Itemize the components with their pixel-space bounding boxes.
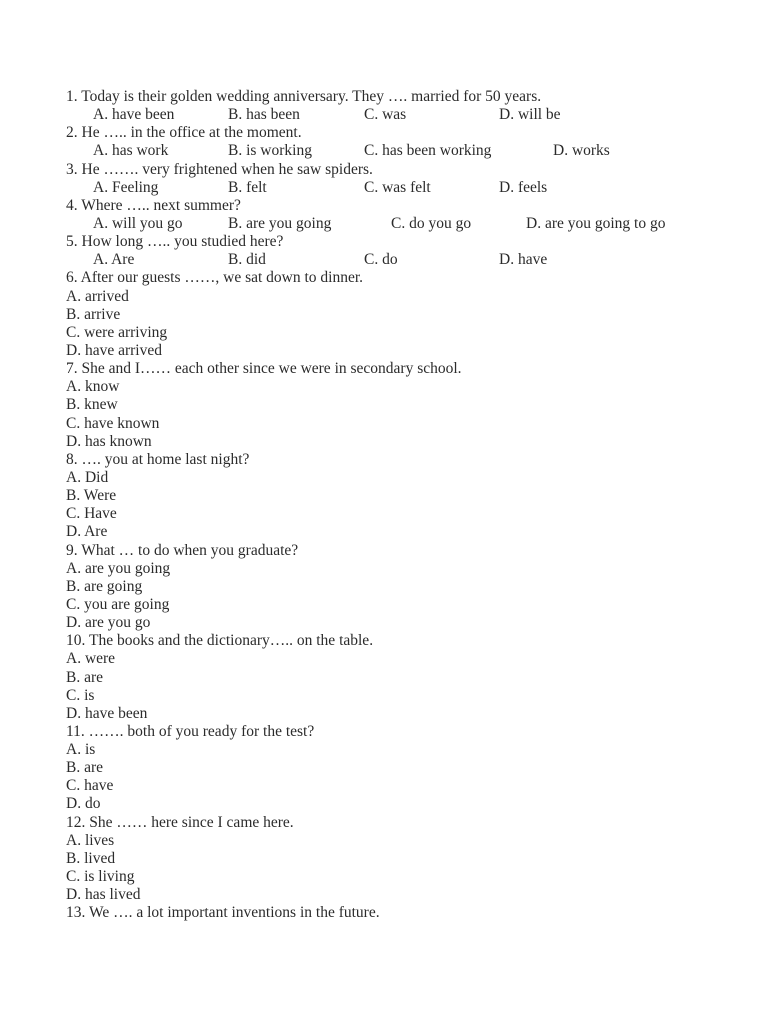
question-6: 6. After our guests ……, we sat down to dinner. — [66, 269, 364, 287]
option: A. were — [66, 650, 116, 668]
option: B. is working — [228, 142, 312, 160]
option: C. Have — [66, 505, 117, 523]
option: A. lives — [66, 831, 115, 849]
option: C. is — [66, 686, 95, 704]
option: A. are you going — [66, 559, 171, 577]
question-8: 8. …. you at home last night? — [66, 450, 250, 468]
question-1-options — [66, 106, 746, 124]
question-4: 4. Where ….. next summer? — [66, 196, 241, 214]
option: A. have been — [93, 106, 175, 124]
option: A. Did — [66, 468, 109, 486]
question-3: 3. He ……. very frightened when he saw spiders. — [66, 160, 373, 178]
option: A. Feeling — [93, 178, 159, 196]
option: D. Are — [66, 523, 108, 541]
question-10: 10. The books and the dictionary….. on the table. — [66, 632, 374, 650]
option: D. have — [499, 251, 548, 269]
option: A. is — [66, 741, 96, 759]
question-13: 13. We …. a lot important inventions in the future. — [66, 904, 380, 922]
option: A. arrived — [66, 287, 129, 305]
option: D. have arrived — [66, 341, 162, 359]
option: C. you are going — [66, 595, 170, 613]
option: D. feels — [499, 178, 548, 196]
option: C. was — [364, 106, 407, 124]
option: A. has work — [93, 142, 169, 160]
option: C. has been working — [364, 142, 492, 160]
option: B. did — [228, 251, 266, 269]
option: B. knew — [66, 396, 118, 414]
option: B. Were — [66, 487, 117, 505]
option: D. have been — [66, 704, 148, 722]
question-11: 11. ……. both of you ready for the test? — [66, 722, 315, 740]
option: D. are you going to go — [526, 214, 666, 232]
option: D. has known — [66, 432, 152, 450]
option: C. is living — [66, 868, 135, 886]
question-5-options — [66, 251, 746, 269]
option: C. do you go — [391, 214, 472, 232]
question-2-options — [66, 142, 746, 160]
option: B. are — [66, 668, 104, 686]
question-9: 9. What … to do when you graduate? — [66, 541, 299, 559]
option: D. will be — [499, 106, 561, 124]
option: B. lived — [66, 849, 116, 867]
question-2: 2. He ….. in the office at the moment. — [66, 124, 302, 142]
question-12: 12. She …… here since I came here. — [66, 813, 294, 831]
option: C. was felt — [364, 178, 431, 196]
option: D. are you go — [66, 614, 151, 632]
question-7: 7. She and I…… each other since we were in secondary school. — [66, 360, 462, 378]
option: C. have known — [66, 414, 160, 432]
option: A. will you go — [93, 214, 183, 232]
option: B. arrive — [66, 305, 121, 323]
question-5: 5. How long ….. you studied here? — [66, 233, 284, 251]
question-3-options — [66, 179, 746, 197]
option: A. know — [66, 378, 120, 396]
question-4-options — [66, 215, 746, 233]
option: B. felt — [228, 178, 267, 196]
option: D. do — [66, 795, 101, 813]
option: B. has been — [228, 106, 300, 124]
worksheet — [66, 88, 746, 922]
option: A. Are — [93, 251, 135, 269]
option: D. works — [553, 142, 610, 160]
question-1: 1. Today is their golden wedding anniversary. They …. married for 50 years. — [66, 88, 542, 105]
option: B. are you going — [228, 214, 332, 232]
option: C. were arriving — [66, 323, 168, 341]
option: B. are going — [66, 577, 143, 595]
option: C. have — [66, 777, 114, 795]
option: C. do — [364, 251, 398, 269]
option: B. are — [66, 759, 104, 777]
option: D. has lived — [66, 886, 141, 904]
